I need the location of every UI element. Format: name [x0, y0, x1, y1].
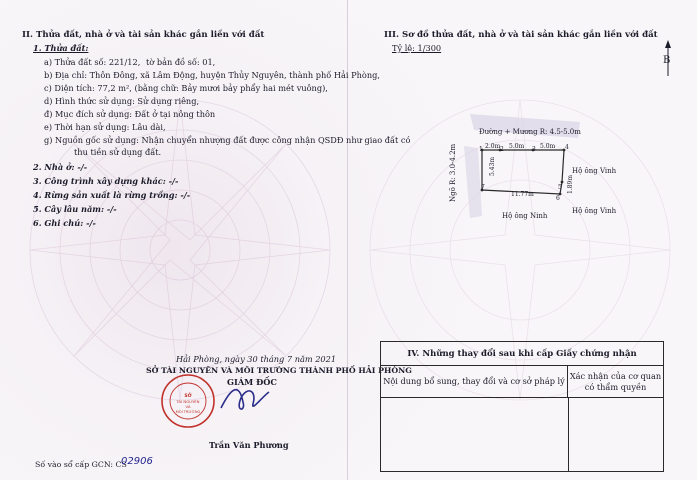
point-6: 6 — [556, 195, 560, 202]
dim-right: 1.89m — [567, 174, 574, 194]
svg-text:TÀI NGUYÊN: TÀI NGUYÊN — [176, 399, 200, 404]
changes-table — [380, 341, 664, 472]
alley-label: Ngõ R: 3.0-4.2m — [449, 143, 457, 202]
section-title-iii: III. Sơ đồ thửa đất, nhà ở và tài sản khác gắn liền với đất — [384, 30, 658, 40]
official-stamp — [160, 373, 216, 429]
col-content-header: Nội dung bổ sung, thay đổi và cơ sở pháp lý — [381, 366, 568, 398]
land-heading: 1. Thửa đất: — [33, 43, 89, 53]
date-line: Hải Phòng, ngày 30 tháng 7 năm 2021 — [176, 354, 337, 364]
line-g: g) Nguồn gốc sử dụng: Nhận chuyển nhượng đất được công nhận QSDĐ như giao đất có — [44, 135, 411, 145]
road-label: Đường + Mương R: 4.5-5.0m — [479, 128, 581, 136]
line-b: b) Địa chỉ: Thôn Đông, xã Lâm Động, huyện Thủy Nguyên, thành phố Hải Phòng, — [44, 70, 380, 80]
north-label: B — [663, 55, 671, 66]
point-1: 1 — [479, 146, 483, 153]
point-3: 3 — [532, 146, 536, 153]
svg-text:MÔI TRƯỜNG: MÔI TRƯỜNG — [175, 410, 201, 414]
dim-top-1: 2.0m — [485, 143, 501, 150]
signer-name: Trần Văn Phương — [209, 440, 289, 450]
svg-text:SỞ: SỞ — [184, 394, 192, 399]
item-note: 6. Ghi chú: -/- — [33, 218, 96, 228]
item-other-construction: 3. Công trình xây dựng khác: -/- — [33, 176, 179, 186]
col-confirm-line2: có thẩm quyền — [584, 381, 647, 392]
registry-label: Số vào sổ cấp GCN: CS — [35, 460, 127, 469]
position: GIÁM ĐỐC — [227, 377, 277, 387]
svg-text:VÀ: VÀ — [185, 404, 191, 409]
col-confirm-line1: Xác nhận của cơ quan — [569, 370, 662, 381]
neighbor-east-2: Hộ ông Vinh — [572, 207, 617, 215]
changes-table-title: IV. Những thay đổi sau khi cấp Giấy chứng nhận — [381, 342, 663, 366]
table-divider — [568, 398, 569, 472]
item-forest: 4. Rừng sản xuất là rừng trồng: -/- — [33, 190, 191, 200]
neighbor-east-1: Hộ ông Vinh — [572, 167, 617, 175]
scale-label: Tỷ lệ: 1/300 — [392, 43, 442, 53]
point-5: 5 — [558, 184, 562, 191]
line-a-map: tờ bản đồ số: 01, — [146, 57, 216, 67]
authority: SỞ TÀI NGUYÊN VÀ MÔI TRƯỜNG THÀNH PHỐ HẢI PHÒNG — [146, 366, 412, 375]
item-perennial: 5. Cây lâu năm: -/- — [33, 204, 117, 214]
dim-top-3: 5.0m — [540, 143, 556, 150]
line-a: a) Thửa đất số: 221/12, — [44, 57, 141, 67]
dim-bottom: 11.77m — [511, 191, 534, 198]
line-g2: thu tiền sử dụng đất. — [74, 147, 162, 157]
line-e: e) Thời hạn sử dụng: Lâu dài, — [44, 122, 166, 132]
point-2: 2 — [500, 146, 504, 153]
dim-top-2: 5.0m — [509, 143, 525, 150]
signature — [213, 378, 273, 418]
section-title-ii: II. Thửa đất, nhà ở và tài sản khác gắn liền với đất — [22, 30, 265, 40]
col-confirm-header — [568, 366, 663, 398]
dim-left: 5.43m — [489, 156, 496, 176]
item-house: 2. Nhà ở: -/- — [33, 162, 88, 172]
line-d: d) Hình thức sử dụng: Sử dụng riêng, — [44, 96, 200, 106]
line-dd: đ) Mục đích sử dụng: Đất ở tại nông thôn — [44, 109, 216, 119]
point-4: 4 — [565, 144, 569, 151]
registry-number: 02906 — [121, 456, 153, 467]
point-7: 7 — [481, 184, 485, 191]
line-c: c) Diện tích: 77,2 m², (bằng chữ: Bảy mươi bảy phẩy hai mét vuông), — [44, 83, 328, 93]
neighbor-south: Hộ ông Ninh — [502, 212, 548, 220]
